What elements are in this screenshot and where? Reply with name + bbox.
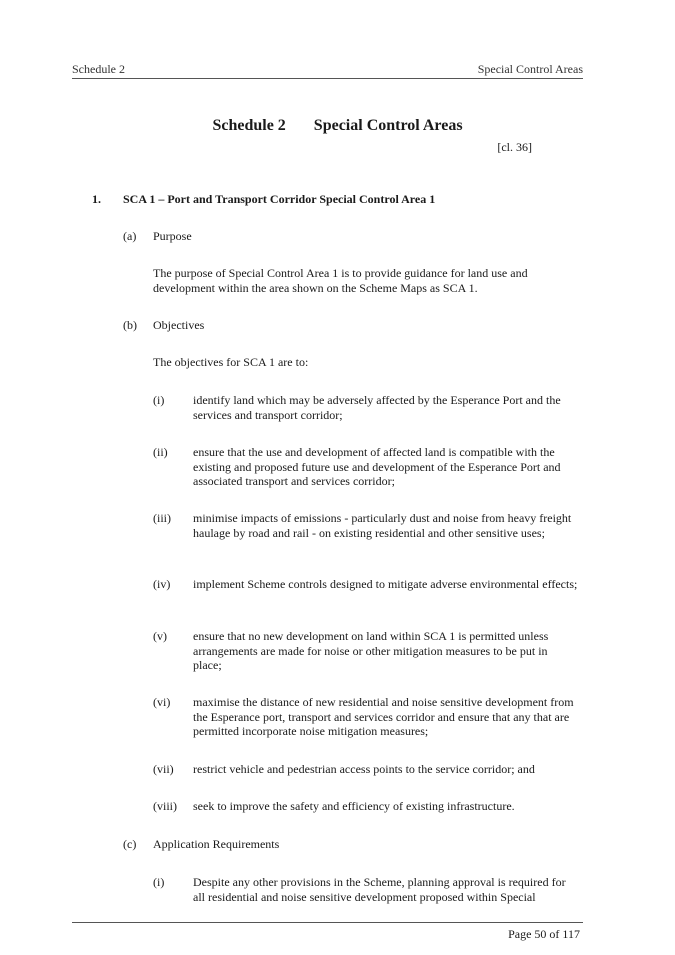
clause-reference: [cl. 36] — [497, 140, 532, 154]
objective-text: restrict vehicle and pedestrian access points to the service corridor; and — [193, 762, 535, 776]
objective-number: (iii) — [153, 511, 171, 525]
objective-number: (vii) — [153, 762, 174, 776]
application-item-text: Despite any other provisions in the Scheme, planning approval is required for all residential and noise sensitive development proposed within Special — [193, 875, 566, 904]
header-rule — [72, 78, 583, 79]
objective-number: (vi) — [153, 695, 171, 709]
objective-text: ensure that no new development on land within SCA 1 is permitted unless arrangements are made for noise or other mitigation measures to be put in place; — [193, 629, 549, 672]
objective-text: maximise the distance of new residential and noise sensitive development from the Esperance port, transport and services corridor and ensure that any that are permitted incorporate noise mitigation measures; — [193, 695, 574, 738]
objective-text: implement Scheme controls designed to mitigate adverse environmental effects; — [193, 577, 578, 591]
application-item-number: (i) — [153, 875, 165, 889]
objective-text: ensure that the use and development of affected land is compatible with the existing and proposed future use and development of the Esperance Port and associated transport and services corridor; — [193, 445, 561, 488]
application-label: (c) — [123, 837, 137, 851]
objective-number: (i) — [153, 393, 165, 407]
running-header-right: Special Control Areas — [477, 62, 583, 76]
objective-number: (v) — [153, 629, 167, 643]
running-header-left: Schedule 2 — [72, 62, 125, 76]
objectives-label: (b) — [123, 318, 137, 332]
purpose-heading: Purpose — [153, 229, 192, 243]
section-heading: SCA 1 – Port and Transport Corridor Special Control Area 1 — [123, 192, 436, 206]
page-number: Page 50 of 117 — [508, 927, 580, 941]
objectives-heading: Objectives — [153, 318, 205, 332]
purpose-label: (a) — [123, 229, 137, 243]
schedule-number: Schedule 2 — [212, 117, 286, 134]
application-heading: Application Requirements — [153, 837, 280, 851]
purpose-text: The purpose of Special Control Area 1 is to provide guidance for land use and development within the area shown on the Scheme Maps as SCA 1. — [153, 266, 528, 295]
objectives-intro: The objectives for SCA 1 are to: — [153, 355, 309, 369]
schedule-title — [0, 117, 675, 135]
objective-text: identify land which may be adversely affected by the Esperance Port and the services and transport corridor; — [193, 393, 561, 422]
footer-rule — [72, 922, 583, 923]
objective-text: minimise impacts of emissions - particularly dust and noise from heavy freight haulage by road and rail - on existing residential and other sensitive uses; — [193, 511, 572, 540]
objective-number: (viii) — [153, 799, 177, 813]
schedule-name: Special Control Areas — [313, 117, 463, 134]
objective-text: seek to improve the safety and efficiency of existing infrastructure. — [193, 799, 515, 813]
objective-number: (iv) — [153, 577, 171, 591]
section-number: 1. — [92, 192, 101, 206]
objective-number: (ii) — [153, 445, 168, 459]
